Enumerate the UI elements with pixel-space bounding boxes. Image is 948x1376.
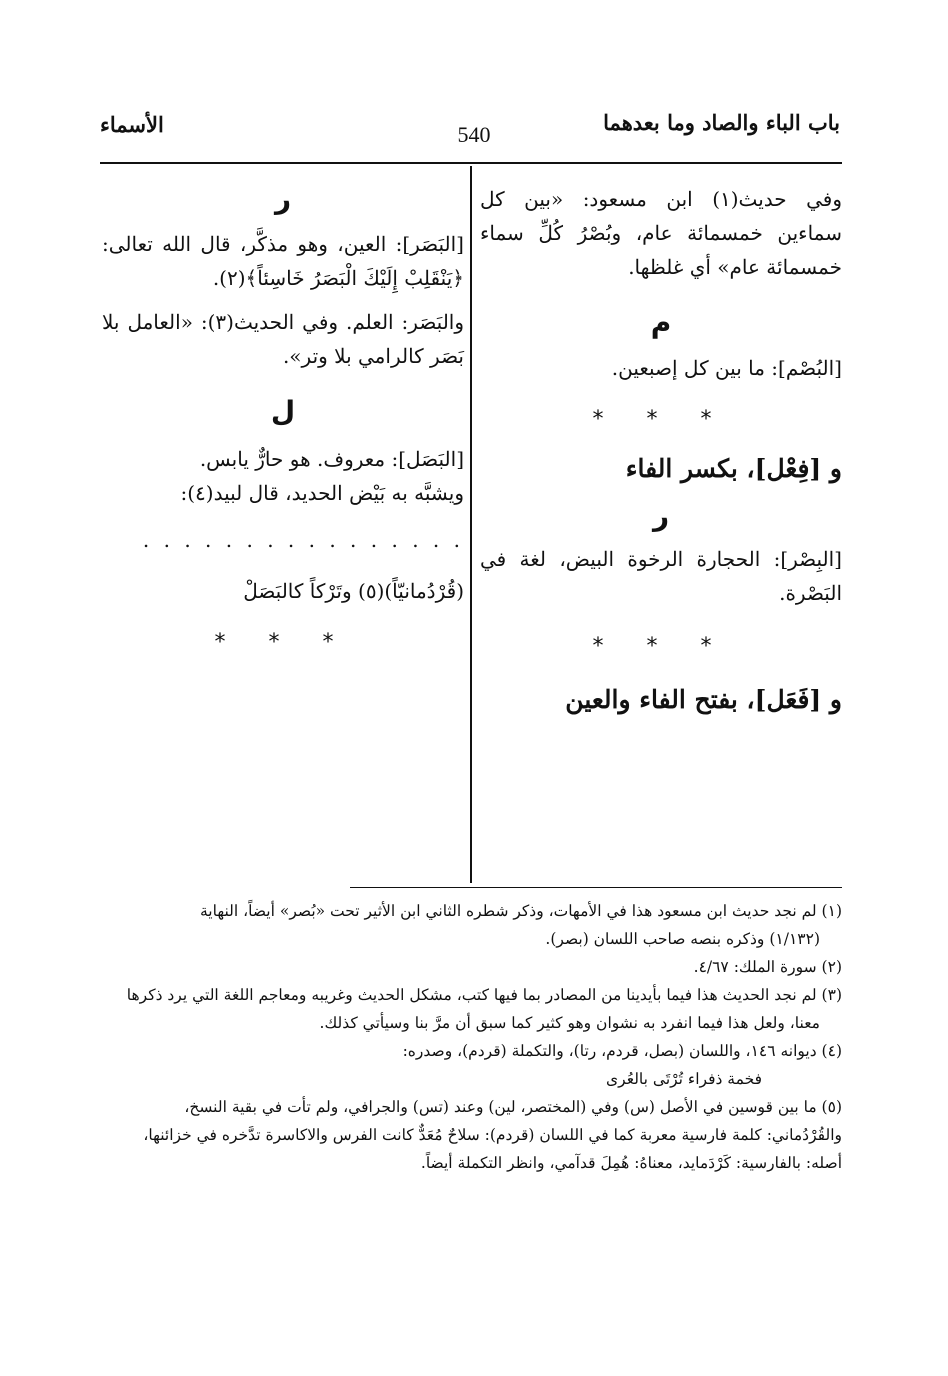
footnote-line: (٤) ديوانه ١٤٦، واللسان (بصل، قردم، رتا)، والتكملة (قردم)، وصدره: [402,1042,842,1060]
poem-verse: (قُرْدُمانيّاً)(٥) وتَرْكاً كالبَصَلْ [243,579,464,603]
chapter-title: باب الباء والصاد وما بعدهما [603,110,840,135]
ellipsis-line: . . . . . . . . . . . . . . . . [142,528,464,552]
header-rule [100,162,842,164]
entry-bisr: [البِصْر]: الحجارة الرخوة البيض، لغة في البَصْرة. [480,547,842,605]
footnote-line: (٥) ما بين قوسين في الأصل (س) وفي (المختصر، لين) وعند (تس) والجرافي، ولم تأت في بقية النسخ، [184,1098,842,1116]
footnote-rule [350,887,842,888]
letter-heading-ra: ر [652,499,670,532]
footnote-line: (١) لم نجد حديث ابن مسعود هذا في الأمهات، وذكر شطره الثاني ابن الأثير تحت «بُصر» أيضاً، النهاية [200,902,842,920]
heading-faal: و [فَعَل]، بفتح الفاء والعين [565,685,842,714]
footnote-line: والقُرْدُماني: كلمة فارسية معربة كما في اللسان (قردم): سلاحٌ مُعَدٌّ كانت الفرس والاكاسرة تدَّخره في خزائنها، [143,1126,842,1144]
letter-heading-lam: ل [270,395,296,428]
footnote-line: (٣) لم نجد الحديث هذا فيما بأيدينا من المصادر بما فيها كتب، مشكل الحديث وغريبه ومعاجم اللغة التي يرد ذكرها [126,986,842,1004]
heading-fil: و [فِعْل]، بكسر الفاء [625,454,842,483]
entry-basar-knowledge: والبَصَر: العلم. وفي الحديث(٣): «العامل بلا بَصَر كالرامي بلا وتر». [102,310,465,368]
footnote-line: أصله: بالفارسية: كَرْدَمايد، معناهُ: هُمِلَ قدآمي، وانظر التكملة أيضاً. [420,1154,842,1172]
letter-heading-ra: ر [274,182,292,215]
right-column [480,182,842,714]
entry-basal-comparison: ويشبَّه به بَيْض الحديد، قال لبيد(٤): [180,481,464,505]
entry-basal: [البَصَل]: معروف. هو حارٌّ يابس. [199,447,464,471]
footnote-line: معنا، ولعل هذا فيما انفرد به نشوان وهو كثير كما سبق أن مرَّ بنا وسيأتي كذلك. [319,1014,820,1032]
section-stars: * * * [592,634,730,659]
footnote-line: فخمة ذفراء تُرْتَى بالعُرى [606,1070,762,1088]
section-stars: * * * [592,407,730,432]
footnote-line: (٢) سورة الملك: ٤/٦٧. [693,958,842,976]
hadith-paragraph: وفي حديث(١) ابن مسعود: «بين كل سماءين خمسمائة عام، وبُصْرُ كُلِّ سماء خمسمائة عام» أي غلظها. [480,187,842,279]
footnotes [106,897,842,1177]
letter-heading-mim: م [650,306,672,339]
footnote-line: (١/١٣٢) وذكره بنصه صاحب اللسان (بصر). [545,930,820,948]
section-title: الأسماء [100,112,164,137]
column-divider [470,166,472,883]
page-number: 540 [457,122,491,147]
section-stars: * * * [214,630,352,655]
entry-busm: [البُصْم]: ما بين كل إصبعين. [611,356,842,380]
entry-basar: [البَصَر]: العين، وهو مذكَّر، قال الله تعالى: ﴿يَنْقَلِبْ إِلَيْكَ الْبَصَرُ خَاسِئاً﴾(٢). [102,232,464,290]
left-column [102,182,464,655]
